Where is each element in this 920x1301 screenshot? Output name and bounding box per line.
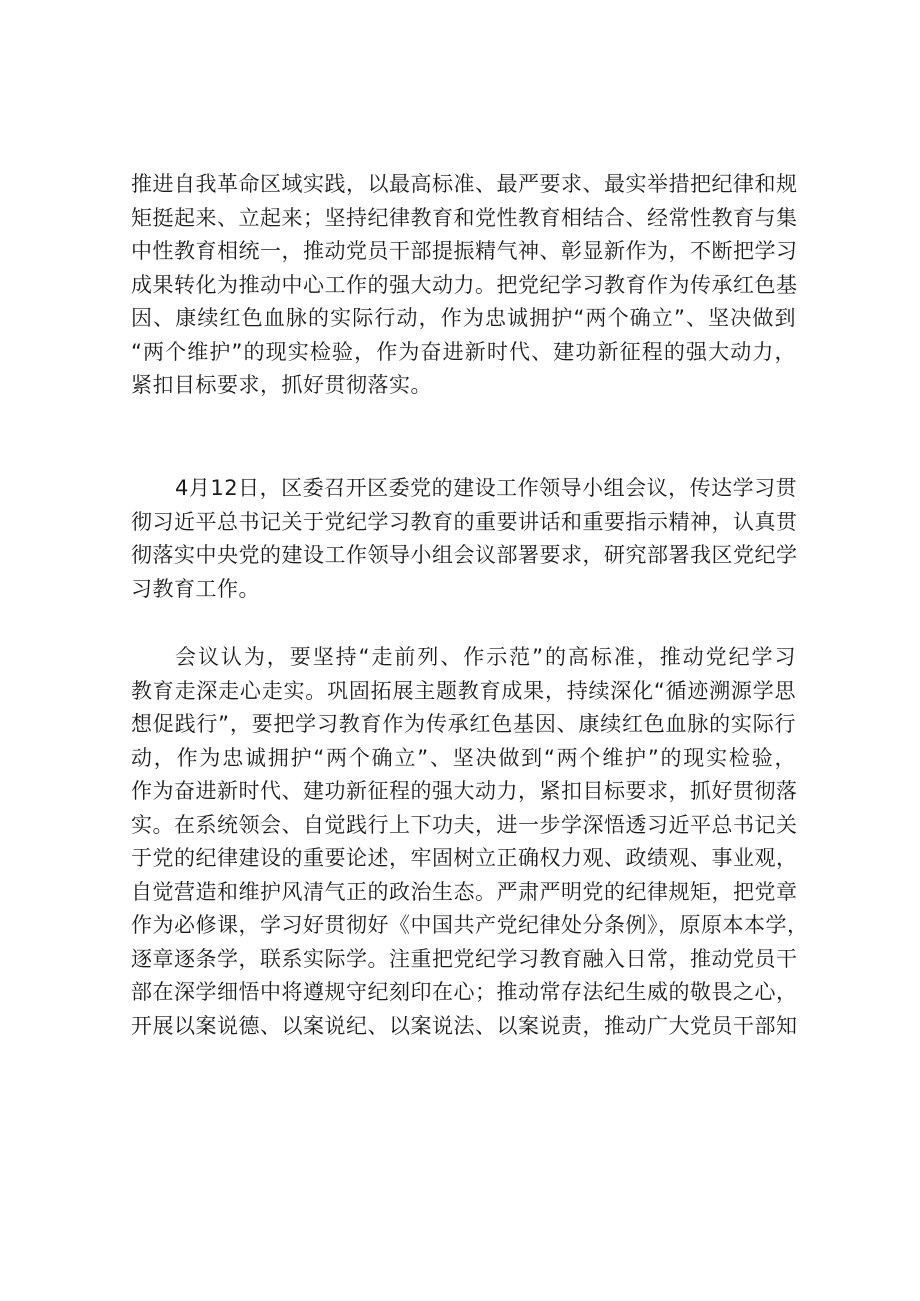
paragraph-line: 自觉营造和维护风清气正的政治生态。严肃严明党的纪律规矩，把党章 — [131, 879, 798, 904]
paragraph-line: 成果转化为推动中心工作的强大动力。把党纪学习教育作为传承红色基 — [131, 272, 798, 297]
paragraph-line: 教育走深走心走实。巩固拓展主题教育成果，持续深化“循迹溯源学思 — [131, 678, 796, 703]
paragraph-1 — [131, 168, 796, 403]
paragraph-2 — [131, 472, 796, 606]
paragraph-line: 矩挺起来、立起来；坚持纪律教育和党性教育相结合、经常性教育与集 — [131, 205, 798, 230]
paragraph-line: 习教育工作。 — [131, 576, 260, 601]
paragraph-line: 部在深学细悟中将遵规守纪刻印在心；推动常存法纪生威的敬畏之心， — [131, 980, 798, 1004]
paragraph-line: 紧扣目标要求，抓好贯彻落实。 — [131, 373, 432, 397]
paragraph-line: 开展以案说德、以案说纪、以案说法、以案说责，推动广大党员干部知 — [131, 1013, 798, 1038]
paragraph-line: 推进自我革命区域实践，以最高标准、最严要求、最实举措把纪律和规 — [131, 172, 798, 196]
paragraph-line: 实。在系统领会、自觉践行上下功夫，进一步学深悟透习近平总书记关 — [131, 812, 798, 837]
paragraph-line: 作为奋进新时代、建功新征程的强大动力，紧扣目标要求，抓好贯彻落 — [131, 779, 798, 803]
paragraph-line: 4月12日，区委召开区委党的建设工作领导小组会议，传达学习贯 — [175, 476, 798, 500]
paragraph-line: 逐章逐条学，联系实际学。注重把党纪学习教育融入日常，推动党员干 — [131, 946, 798, 971]
paragraph-line: 于党的纪律建设的重要论述，牢固树立正确权力观、政绩观、事业观， — [131, 846, 798, 870]
paragraph-line: 因、康续红色血脉的实际行动，作为忠诚拥护“两个确立”、坚决做到 — [131, 306, 796, 330]
paragraph-line: 中性教育相统一，推动党员干部提振精气神、彰显新作为，不断把学习 — [131, 239, 798, 263]
paragraph-3 — [131, 641, 809, 1043]
paragraph-line: 想促践行”，要把学习教育作为传承红色基因、康续红色血脉的实际行 — [131, 712, 796, 736]
paragraph-line: 会议认为，要坚持“走前列、作示范”的高标准，推动党纪学习 — [175, 645, 796, 669]
paragraph-line: “两个维护”的现实检验，作为奋进新时代、建功新征程的强大动力， — [131, 339, 796, 364]
paragraph-line: 作为必修课，学习好贯彻好《中国共产党纪律处分条例》，原原本本学， — [131, 913, 809, 937]
paragraph-line: 彻落实中央党的建设工作领导小组会议部署要求，研究部署我区党纪学 — [131, 543, 798, 567]
paragraph-line: 动，作为忠诚拥护“两个确立”、坚决做到“两个维护”的现实检验， — [131, 745, 796, 770]
paragraph-line: 彻习近平总书记关于党纪学习教育的重要讲话和重要指示精神，认真贯 — [131, 509, 798, 534]
